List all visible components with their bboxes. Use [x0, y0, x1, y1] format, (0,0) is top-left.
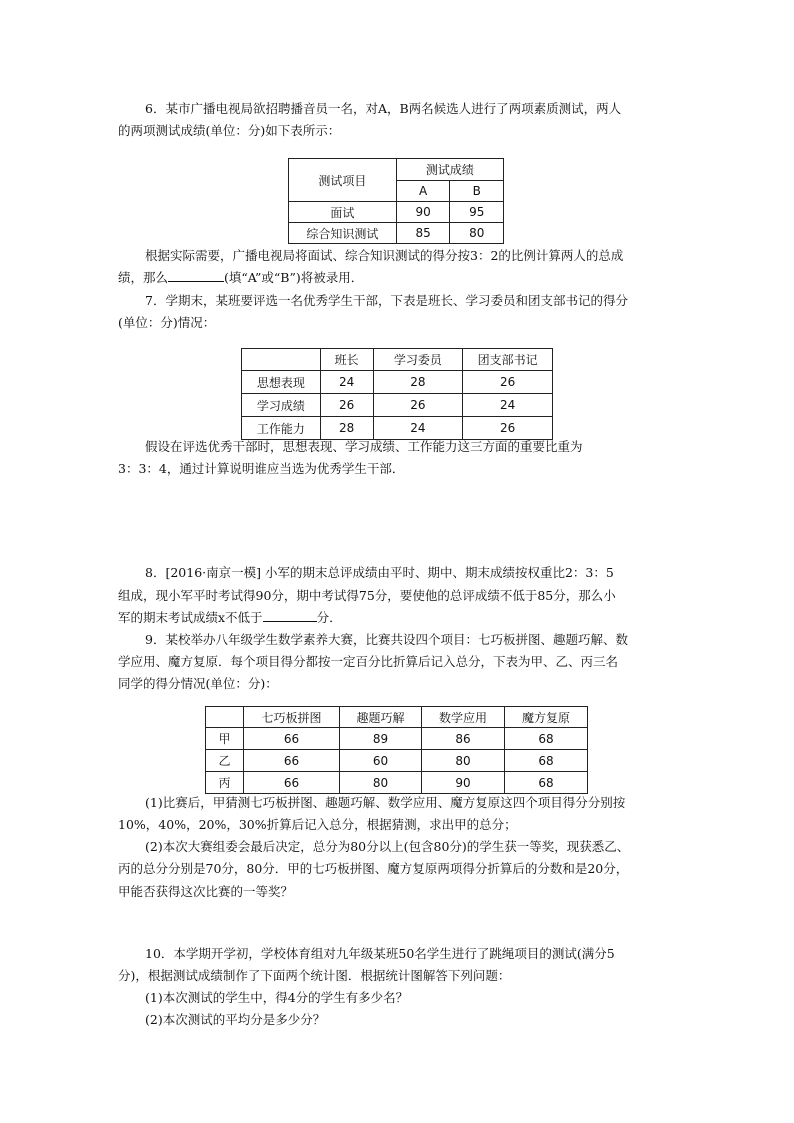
table-cell: 89 [340, 728, 422, 750]
table-cell: 思想表现 [242, 371, 321, 394]
q7-after1: 假设在评选优秀干部时，思想表现、学习成绩、工作能力这三方面的重要比重为 [145, 439, 583, 454]
table-cell: 24 [373, 417, 463, 440]
table-cell: 综合知识测试 [289, 223, 397, 244]
table-cell: 90 [422, 772, 505, 794]
q9-line2: 学应用、魔方复原．每个项目得分都按一定百分比折算后记入总分，下表为甲、乙、丙三名 [118, 654, 619, 669]
q9-sub2c: 甲能否获得这次比赛的一等奖？ [118, 884, 294, 899]
table-cell: 26 [463, 371, 553, 394]
q9-sub1b: 10%，40%，20%，30%折算后记入总分，根据猜测，求出甲的总分； [118, 817, 517, 832]
q9-line3: 同学的得分情况(单位：分)： [118, 676, 278, 691]
q6-after1: 根据实际需要，广播电视局将面试、综合知识测试的得分按3：2的比例计算两人的总成 [145, 248, 624, 263]
table-cell: 66 [244, 772, 340, 794]
q6-after2a: 绩，那么 [118, 270, 169, 285]
q9-line1: 9．某校举办八年级学生数学素养大赛，比赛共设四个项目：七巧板拼图、趣题巧解、数 [145, 632, 628, 647]
table-cell: 丙 [206, 772, 244, 794]
q6-header-item: 测试项目 [289, 159, 397, 202]
table-cell: 90 [396, 202, 450, 223]
table-header: 魔方复原 [505, 707, 588, 728]
q7-line2: (单位：分)情况： [118, 315, 216, 330]
table-cell: 68 [505, 750, 588, 772]
table-header: 团支部书记 [463, 349, 553, 371]
q9-score-table [205, 706, 588, 794]
table-cell: 66 [244, 728, 340, 750]
table-cell: 85 [396, 223, 450, 244]
table-cell: 28 [320, 417, 373, 440]
table-cell: 26 [320, 394, 373, 417]
q6-score-table [288, 158, 504, 244]
table-header: 班长 [320, 349, 373, 371]
q6-line2: 的两项测试成绩(单位：分)如下表所示： [118, 123, 341, 138]
table-cell: 68 [505, 772, 588, 794]
q9-sub1a: (1)比赛后，甲猜测七巧板拼图、趣题巧解、数学应用、魔方复原这四个项目得分分别按 [145, 795, 626, 810]
q8-line2: 组成，现小军平时考试得90分，期中考试得75分，要使他的总评成绩不低于85分，那么小 [118, 588, 616, 603]
answer-blank [263, 607, 317, 622]
table-cell: 80 [422, 750, 505, 772]
q6-col-b: B [450, 181, 504, 202]
answer-blank [168, 267, 224, 282]
q6-col-a: A [396, 181, 450, 202]
q6-after2 [118, 266, 678, 289]
q7-score-table [241, 348, 553, 440]
q9-sub2a: (2)本次大赛组委会最后决定，总分为80分以上(包含80分)的学生获一等奖，现获悉乙、 [145, 839, 630, 854]
table-cell: 26 [373, 394, 463, 417]
table-cell: 66 [244, 750, 340, 772]
table-cell: 95 [450, 202, 504, 223]
table-cell: 甲 [206, 728, 244, 750]
q8-line3b: 分． [316, 610, 342, 625]
table-cell: 60 [340, 750, 422, 772]
table-header [242, 349, 321, 371]
table-cell: 26 [463, 417, 553, 440]
table-cell: 学习成绩 [242, 394, 321, 417]
q7-line1: 7．学期末，某班要评选一名优秀学生干部，下表是班长、学习委员和团支部书记的得分 [145, 293, 628, 308]
table-header: 数学应用 [422, 707, 505, 728]
table-cell: 80 [450, 223, 504, 244]
q8-line3 [118, 606, 678, 629]
table-cell: 68 [505, 728, 588, 750]
table-header [206, 707, 244, 728]
table-cell: 乙 [206, 750, 244, 772]
table-cell: 24 [320, 371, 373, 394]
table-header: 学习委员 [373, 349, 463, 371]
q10-line1: 10．本学期开学初，学校体育组对九年级某班50名学生进行了跳绳项目的测试(满分5 [145, 946, 615, 961]
q8-line3a: 军的期末考试成绩x不低于 [118, 610, 263, 625]
q6-header-score: 测试成绩 [396, 159, 503, 181]
table-cell: 工作能力 [242, 417, 321, 440]
q10-line2: 分)，根据测试成绩制作了下面两个统计图．根据统计图解答下列问题： [118, 968, 511, 983]
q10-sub2: (2)本次测试的平均分是多少分？ [145, 1012, 326, 1027]
q8-line1: 8．[2016·南京一模] 小军的期末总评成绩由平时、期中、期末成绩按权重比2：3：5 [145, 565, 614, 580]
table-cell: 24 [463, 394, 553, 417]
table-cell: 80 [340, 772, 422, 794]
table-cell: 28 [373, 371, 463, 394]
q6-line1: 6．某市广播电视局欲招聘播音员一名，对A，B两名候选人进行了两项素质测试，两人 [145, 101, 622, 116]
table-cell: 86 [422, 728, 505, 750]
table-cell: 面试 [289, 202, 397, 223]
q10-sub1: (1)本次测试的学生中，得4分的学生有多少名？ [145, 990, 409, 1005]
q7-after2: 3：3：4，通过计算说明谁应当选为优秀学生干部． [118, 461, 405, 476]
table-header: 七巧板拼图 [244, 707, 340, 728]
q9-sub2b: 丙的总分分别是70分，80分．甲的七巧板拼图、魔方复原两项得分折算后的分数和是20分， [118, 861, 629, 876]
q6-after2b: (填“A”或“B”)将被录用． [224, 270, 364, 285]
table-header: 趣题巧解 [340, 707, 422, 728]
